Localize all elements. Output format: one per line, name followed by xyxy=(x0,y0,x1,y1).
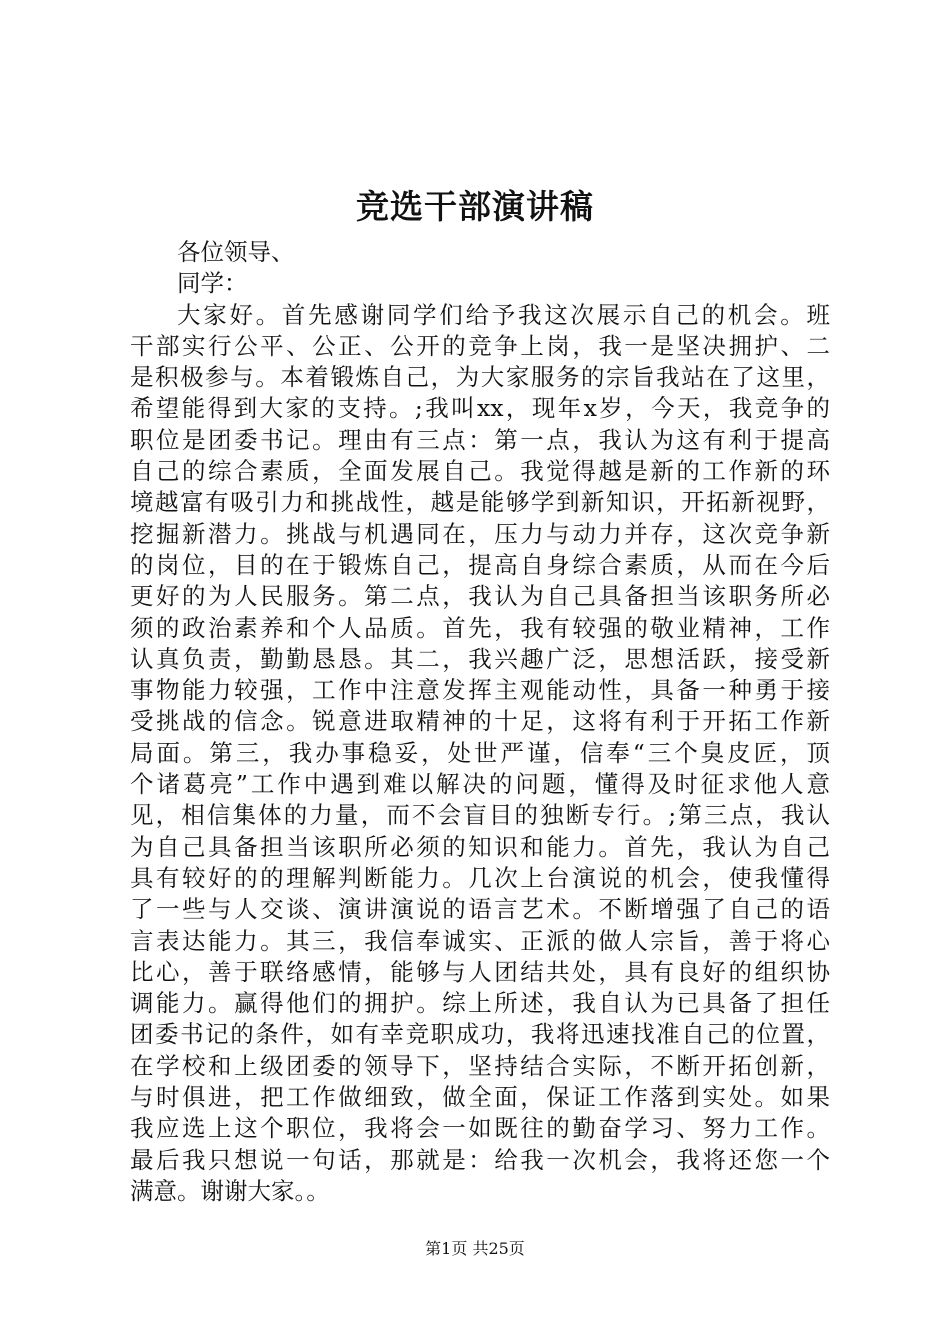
paragraph-line: 个诸葛亮”工作中遇到难以解决的问题，懂得及时征求他人意 xyxy=(130,770,830,799)
paragraph-line: 认真负责，勤勤恳恳。其二，我兴趣广泛，思想活跃，接受新 xyxy=(130,644,830,673)
paragraph-line: 团委书记的条件，如有幸竞职成功，我将迅速找准自己的位置， xyxy=(130,1020,830,1049)
paragraph-line: 满意。谢谢大家。。 xyxy=(130,1176,330,1205)
paragraph-line: 见，相信集体的力量，而不会盲目的独断专行。;第三点，我认 xyxy=(130,801,830,830)
paragraph-line: 大家好。首先感谢同学们给予我这次展示自己的机会。班 xyxy=(177,300,830,329)
paragraph-line: 与时俱进，把工作做细致，做全面，保证工作落到实处。如果 xyxy=(130,1083,830,1112)
paragraph-line: 具有较好的的理解判断能力。几次上台演说的机会，使我懂得 xyxy=(130,863,830,892)
page-number-footer: 第1页 共25页 xyxy=(425,1239,525,1258)
paragraph-line: 受挑战的信念。锐意进取精神的十足，这将有利于开拓工作新 xyxy=(130,707,830,736)
paragraph-line: 希望能得到大家的支持。;我叫xx，现年x岁，今天，我竞争的 xyxy=(130,394,830,423)
paragraph-line: 干部实行公平、公正、公开的竞争上岗，我一是坚决拥护、二 xyxy=(130,331,830,360)
greeting-line: 各位领导、 xyxy=(177,238,295,266)
paragraph-line: 挖掘新潜力。挑战与机遇同在，压力与动力并存，这次竞争新 xyxy=(130,519,830,548)
greeting-line: 同学： xyxy=(177,269,248,298)
paragraph-line: 我应选上这个职位，我将会一如既往的勤奋学习、努力工作。 xyxy=(130,1114,830,1143)
paragraph-line: 比心，善于联络感情，能够与人团结共处，具有良好的组织协 xyxy=(130,957,830,986)
paragraph-line: 了一些与人交谈、演讲演说的语言艺术。不断增强了自己的语 xyxy=(130,895,830,924)
paragraph-line: 境越富有吸引力和挑战性，越是能够学到新知识，开拓新视野， xyxy=(130,488,830,517)
page-title: 竞选干部演讲稿 xyxy=(356,187,594,226)
paragraph-line: 言表达能力。其三，我信奉诚实、正派的做人宗旨，善于将心 xyxy=(130,926,830,955)
paragraph-line: 自己的综合素质，全面发展自己。我觉得越是新的工作新的环 xyxy=(130,457,830,486)
paragraph-line: 在学校和上级团委的领导下，坚持结合实际，不断开拓创新， xyxy=(130,1051,830,1080)
paragraph-line: 须的政治素养和个人品质。首先，我有较强的敬业精神，工作 xyxy=(130,613,830,642)
paragraph-line: 的岗位，目的在于锻炼自己，提高自身综合素质，从而在今后 xyxy=(130,550,830,579)
paragraph-line: 调能力。赢得他们的拥护。综上所述，我自认为已具备了担任 xyxy=(130,989,830,1018)
paragraph-line: 为自己具备担当该职所必须的知识和能力。首先，我认为自己 xyxy=(130,832,830,861)
paragraph-line: 最后我只想说一句话，那就是：给我一次机会，我将还您一个 xyxy=(130,1145,830,1174)
paragraph-line: 局面。第三，我办事稳妥，处世严谨，信奉“三个臭皮匠，顶 xyxy=(130,738,830,767)
paragraph-line: 职位是团委书记。理由有三点：第一点，我认为这有利于提高 xyxy=(130,425,830,454)
speech-body xyxy=(130,237,830,1207)
paragraph-line: 是积极参与。本着锻炼自己，为大家服务的宗旨我站在了这里， xyxy=(130,363,830,392)
paragraph-line: 事物能力较强，工作中注意发挥主观能动性，具备一种勇于接 xyxy=(130,676,830,705)
paragraph-line: 更好的为人民服务。第二点，我认为自己具备担当该职务所必 xyxy=(130,582,830,611)
